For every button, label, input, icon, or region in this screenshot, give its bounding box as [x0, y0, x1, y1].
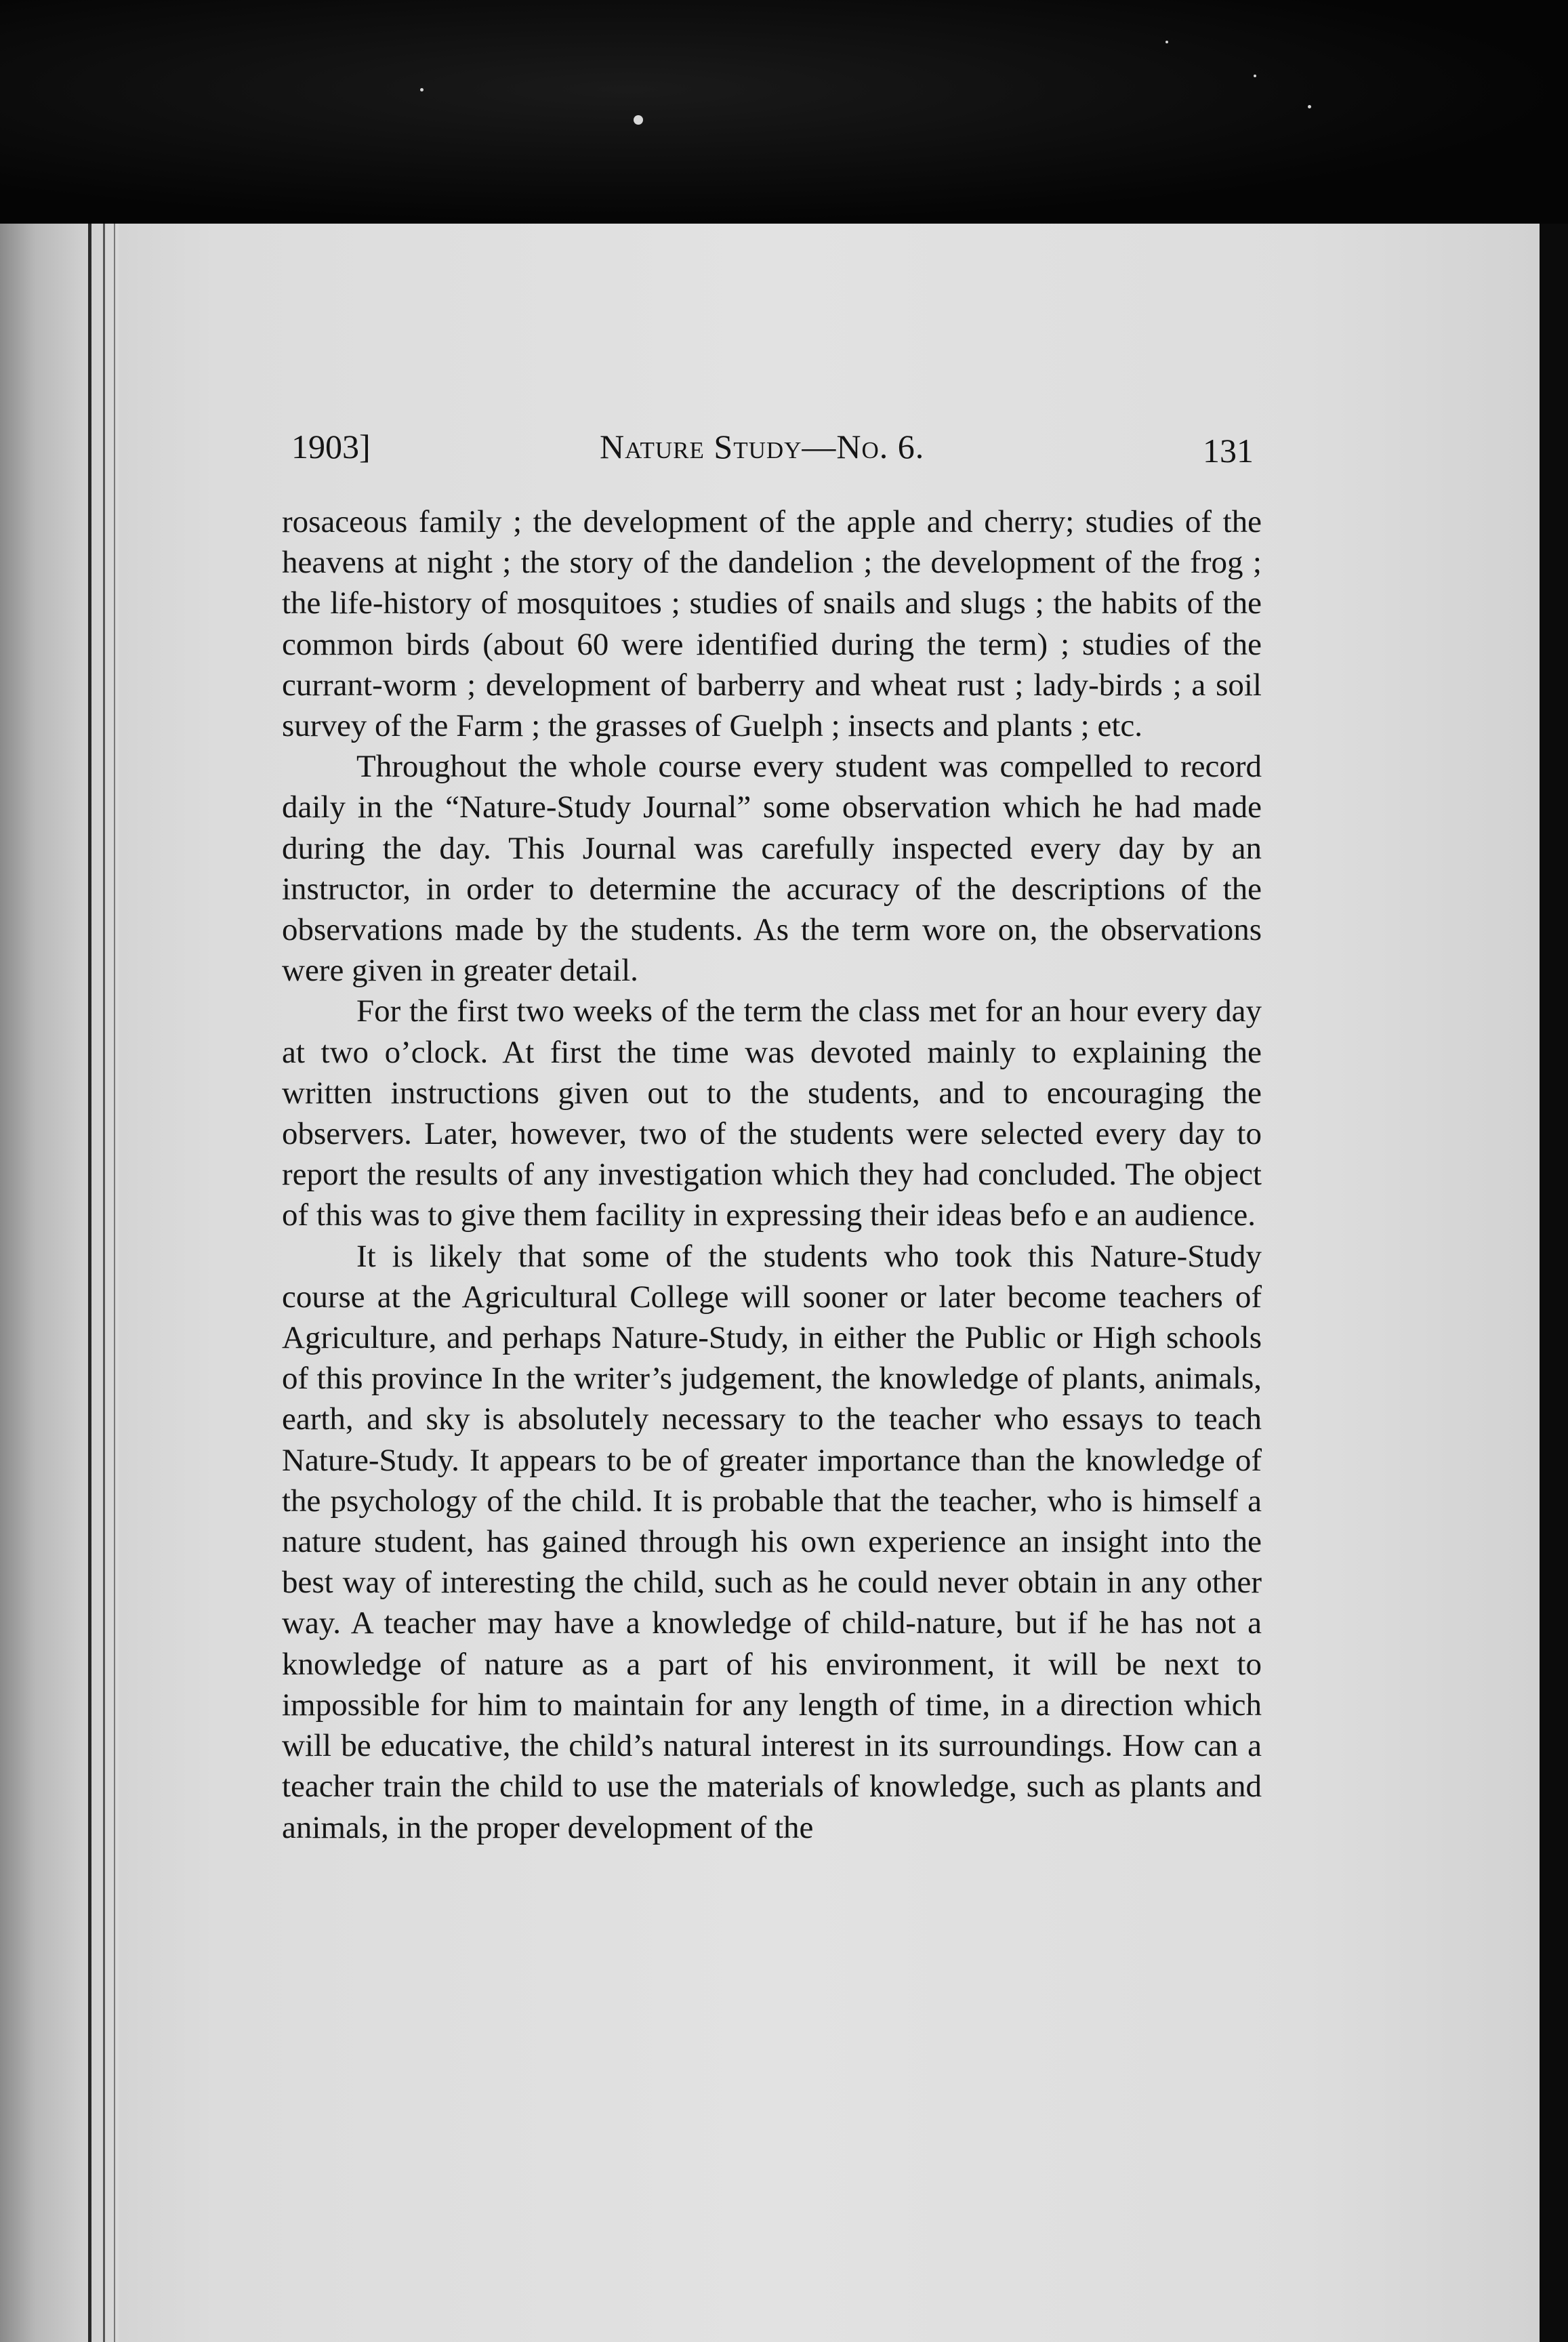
- film-speck: [1254, 75, 1256, 77]
- paragraph: It is likely that some of the students who took this Nature-Study course at the Agricultural College will sooner or later become teachers of Agriculture, and perhaps Nature-Study, in either the Public or High schools of this province In the writer’s judgement, the knowledge of plants, animals, earth, and sky is absolutely necessary to the teacher who essays to teach Nature-Study. It appears to be of greater importance than the knowledge of the psychology of the child. It is probable that the teacher, who is himself a nature student, has gained through his own experience an insight into the best way of interesting the child, such as he could never obtain in any other way. A teacher may have a knowledge of child-nature, but if he has not a knowledge of nature as a part of his environment, it will be next to impossible for him to maintain for any length of time, in a direction which will be educative, the child’s natural interest in its surroundings. How can a teacher train the child to use the materials of knowledge, such as plants and animals, in the proper development of the: [282, 1238, 1262, 1845]
- running-head: [291, 427, 1254, 481]
- spine-line: [103, 224, 105, 2342]
- film-speck: [420, 88, 424, 91]
- running-head-year: 1903]: [291, 428, 371, 466]
- paragraph: rosaceous family ; the development of the apple and cherry; studies of the heavens at night ; the story of the dandelion ; the development of the frog ; the life-history of mosquitoes ; studies of snails and slugs ; the habits of the common birds (about 60 were identified during the term) ; studies of the currant-worm ; development of barberry and wheat rust ; lady-birds ; a soil survey of the Farm ; the grasses of Guelph ; insects and plants ; etc.: [282, 504, 1262, 744]
- page-number: 131: [1203, 432, 1254, 470]
- spine-line: [114, 224, 115, 2342]
- film-speck: [1308, 105, 1311, 108]
- paragraph: For the first two weeks of the term the class met for an hour every day at two o’clock. At first the time was devoted mainly to explaining the written instructions given out to the students, and to encouraging the observers. Later, however, two of the students were selected every day to report the results of any investigation which they had concluded. The object of this was to give them facility in expressing their ideas befo e an audience.: [282, 993, 1262, 1233]
- body-text: [282, 501, 1262, 1848]
- paragraph: Throughout the whole course every student was compelled to record daily in the “Nature-Study Journal” some observation which he had made during the day. This Journal was carefully inspected every day by an instructor, in order to determine the accuracy of the descriptions of the observations made by the students. As the term wore on, the observations were given in greater detail.: [282, 749, 1262, 989]
- running-head-title: Nature Study—No. 6.: [600, 428, 925, 466]
- film-speck: [634, 115, 643, 125]
- page-spine: [0, 224, 119, 2342]
- spine-line: [88, 224, 91, 2342]
- film-speck: [1165, 41, 1168, 43]
- film-border-top: [0, 0, 1568, 224]
